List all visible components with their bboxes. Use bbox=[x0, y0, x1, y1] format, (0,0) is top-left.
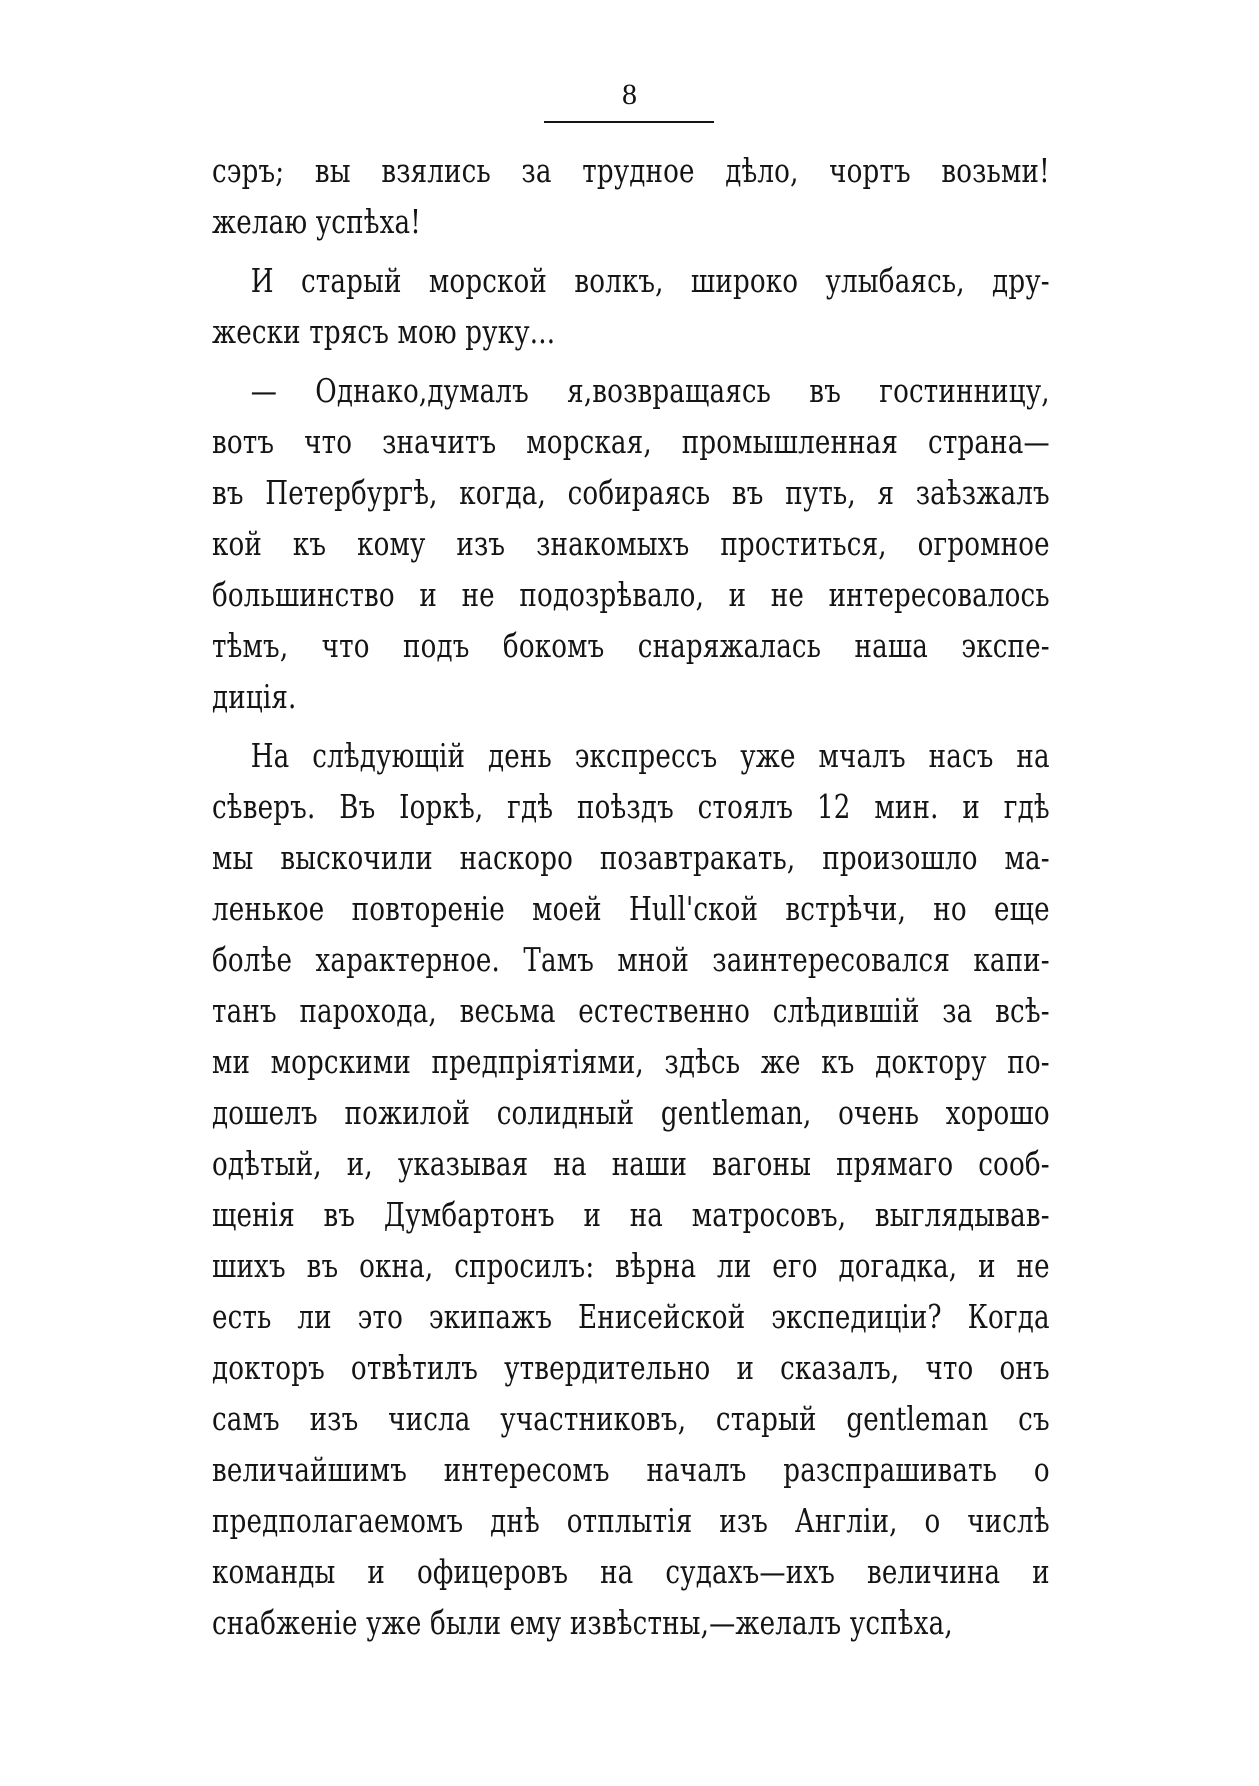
text-line: ми морскими предпріятіями, здѣсь же къ доктору по- bbox=[212, 1042, 1050, 1081]
text-line: И старый морской волкъ, широко улыбаясь, дру- bbox=[250, 261, 1050, 300]
body-text bbox=[212, 145, 1050, 1648]
text-line: есть ли это экипажъ Енисейской экспедиціи? Когда bbox=[212, 1297, 1050, 1336]
text-line: тѣмъ, что подъ бокомъ снаряжалась наша экспе- bbox=[212, 626, 1050, 665]
text-line: танъ парохода, весьма естественно слѣдившій за всѣ- bbox=[212, 991, 1050, 1030]
text-line: вотъ что значитъ морская, промышленная страна— bbox=[212, 422, 1050, 461]
paragraph bbox=[212, 255, 1050, 357]
text-line: кой къ кому изъ знакомыхъ проститься, огромное bbox=[212, 524, 1050, 563]
text-line: диція. bbox=[212, 677, 297, 716]
text-line: предполагаемомъ днѣ отплытія изъ Англіи, о числѣ bbox=[212, 1501, 1050, 1540]
paragraph bbox=[212, 145, 1050, 247]
paragraph-gap bbox=[212, 357, 1050, 365]
paragraph bbox=[212, 730, 1050, 1648]
text-line: снабженіе уже были ему извѣстны,—желалъ успѣха, bbox=[212, 1603, 953, 1642]
text-line: шихъ въ окна, спросилъ: вѣрна ли его догадка, и не bbox=[212, 1246, 1050, 1285]
paragraph-gap bbox=[212, 247, 1050, 255]
text-line: команды и офицеровъ на судахъ—ихъ величина и bbox=[212, 1552, 1050, 1591]
text-line: — Однако,думалъ я,возвращаясь въ гостинницу, bbox=[250, 371, 1050, 410]
text-line: На слѣдующій день экспрессъ уже мчалъ насъ на bbox=[250, 736, 1050, 775]
paragraph bbox=[212, 365, 1050, 722]
page-number: 8 bbox=[622, 78, 637, 111]
text-line: болѣе характерное. Тамъ мной заинтересовался капи- bbox=[212, 940, 1050, 979]
text-line: щенія въ Думбартонъ и на матросовъ, выглядывав- bbox=[212, 1195, 1050, 1234]
text-line: сэръ; вы взялись за трудное дѣло, чортъ возьми! bbox=[212, 151, 1050, 190]
text-line: докторъ отвѣтилъ утвердительно и сказалъ, что онъ bbox=[212, 1348, 1050, 1387]
text-line: жески трясъ мою руку... bbox=[212, 312, 556, 351]
header-rule bbox=[544, 121, 714, 123]
text-line: большинство и не подозрѣвало, и не интересовалось bbox=[212, 575, 1050, 614]
text-line: дошелъ пожилой солидный gentleman, очень хорошо bbox=[212, 1093, 1050, 1132]
text-line: желаю успѣха! bbox=[212, 202, 421, 241]
text-line: величайшимъ интересомъ началъ разспрашивать о bbox=[212, 1450, 1050, 1489]
text-line: сѣверъ. Въ Іоркѣ, гдѣ поѣздъ стоялъ 12 мин. и гдѣ bbox=[212, 787, 1050, 826]
text-line: одѣтый, и, указывая на наши вагоны прямаго сооб- bbox=[212, 1144, 1050, 1183]
text-line: въ Петербургѣ, когда, собираясь въ путь, я заѣзжалъ bbox=[212, 473, 1050, 512]
text-line: ленькое повтореніе моей Hull'ской встрѣчи, но еще bbox=[212, 889, 1050, 928]
text-line: самъ изъ числа участниковъ, старый gentleman съ bbox=[212, 1399, 1050, 1438]
text-line: мы выскочили наскоро позавтракать, произошло ма- bbox=[212, 838, 1050, 877]
paragraph-gap bbox=[212, 722, 1050, 730]
